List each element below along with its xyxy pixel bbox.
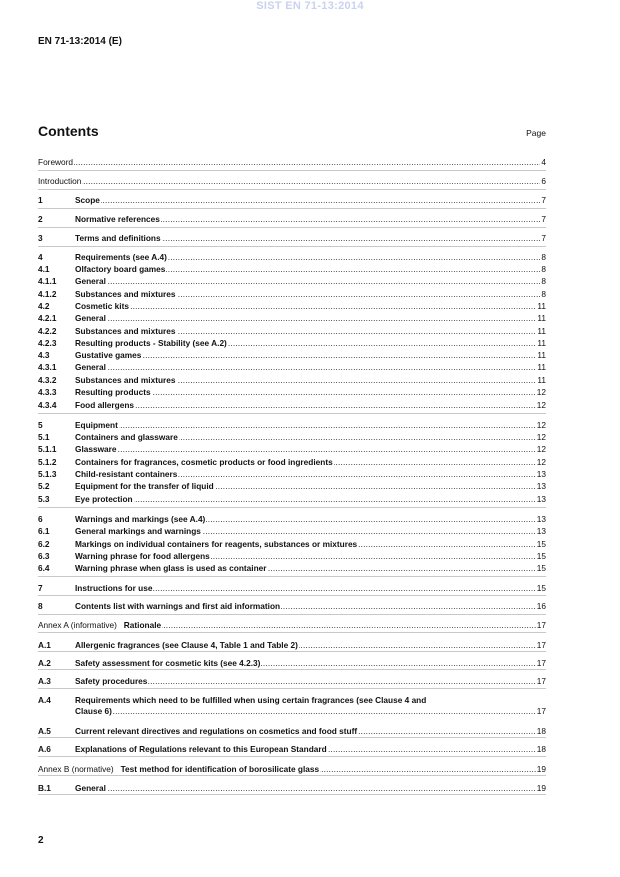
toc-entry[interactable] xyxy=(38,420,546,431)
toc-entry[interactable] xyxy=(38,526,546,537)
toc-entry-title: Markings on individual containers for reagents, substances or mixtures xyxy=(75,539,358,549)
toc-entry-title: Cosmetic kits xyxy=(75,301,129,311)
toc-entry-number: 4.1.1 xyxy=(38,276,57,286)
toc-entry-page: 13 xyxy=(536,481,546,491)
toc-entry-page: 11 xyxy=(537,313,546,323)
toc-entry-title: Containers and glassware xyxy=(75,432,178,442)
toc-entry-title: Scope xyxy=(75,195,100,205)
toc-entry-number: B.1 xyxy=(38,783,51,793)
toc-entry-number: 5.1 xyxy=(38,432,50,442)
toc-entry-title: Terms and definitions xyxy=(75,233,161,243)
divider xyxy=(38,756,546,757)
toc-entry-page: 17 xyxy=(536,676,546,686)
toc-entry[interactable] xyxy=(38,514,546,525)
toc-entry-title: Eye protection xyxy=(75,494,133,504)
toc-entry-page: 15 xyxy=(536,563,546,573)
toc-entry-title: General xyxy=(75,783,106,793)
toc-entry-page: 11 xyxy=(537,350,546,360)
toc-annex-b[interactable] xyxy=(38,764,546,775)
toc-annex-a[interactable] xyxy=(38,620,546,631)
divider xyxy=(38,651,546,652)
toc-entry-title: General markings and warnings xyxy=(75,526,201,536)
divider xyxy=(38,595,546,596)
toc-entry-title: Current relevant directives and regulations on cosmetics and food stuff xyxy=(75,726,358,736)
toc-entry-page: 13 xyxy=(536,514,546,524)
toc-entry-title: Foreword xyxy=(38,157,74,167)
a4-title-line1: Requirements which need to be fulfilled when using certain fragrances (see Clause 4 and xyxy=(75,695,427,705)
toc-entry-title: Equipment xyxy=(75,420,118,430)
page-number: 2 xyxy=(38,835,44,846)
toc-entry-page: 17 xyxy=(536,640,546,650)
toc-entry[interactable] xyxy=(38,387,546,398)
toc-entry[interactable] xyxy=(38,444,546,455)
toc-entry-number: 5.1.3 xyxy=(38,469,57,479)
toc-entry-number: 5.1.1 xyxy=(38,444,57,454)
toc-entry-page: 7 xyxy=(541,214,546,224)
toc-entry[interactable] xyxy=(38,338,546,349)
toc-entry[interactable] xyxy=(38,432,546,443)
a4-page: 17 xyxy=(536,706,546,716)
toc-entry-page: 12 xyxy=(536,400,546,410)
toc-entry-page: 8 xyxy=(541,252,546,262)
toc-entry-title: Food allergens xyxy=(75,400,135,410)
toc-entry[interactable] xyxy=(38,481,546,492)
divider xyxy=(38,170,546,171)
toc-entry-number: 4.3.2 xyxy=(38,375,57,385)
toc-entry-title: Resulting products - Stability (see A.2) xyxy=(75,338,227,348)
divider xyxy=(38,208,546,209)
toc-entry-page: 7 xyxy=(541,195,546,205)
divider xyxy=(38,189,546,190)
contents-header xyxy=(38,123,546,143)
toc-entry[interactable] xyxy=(38,601,546,612)
toc-entry-page: 12 xyxy=(536,420,546,430)
toc-entry-number: 4.2.2 xyxy=(38,326,57,336)
contents-title: Contents xyxy=(38,123,99,139)
toc-entry-number: 4.3.4 xyxy=(38,400,57,410)
toc-entry-number: A.1 xyxy=(38,640,51,650)
toc-entry-page: 12 xyxy=(536,457,546,467)
toc-entry[interactable] xyxy=(38,469,546,480)
divider xyxy=(38,775,546,776)
divider xyxy=(38,688,546,689)
annex-a-page: 17 xyxy=(536,620,546,630)
watermark: SIST EN 71-13:2014 xyxy=(256,0,364,12)
toc-entry-title: Explanations of Regulations relevant to this European Standard xyxy=(75,744,327,754)
toc-entry-page: 8 xyxy=(541,276,546,286)
toc-entry-number: 1 xyxy=(38,195,43,205)
toc-entry[interactable] xyxy=(38,252,546,263)
divider xyxy=(38,669,546,670)
toc-entry-page: 8 xyxy=(541,289,546,299)
toc-entry-number: 8 xyxy=(38,601,43,611)
a4-title-line2: Clause 6) xyxy=(75,706,112,716)
a4-number: A.4 xyxy=(38,695,51,705)
annex-b-title: Test method for identification of borosilicate glass xyxy=(120,764,320,774)
toc-entry-number: 4.2.1 xyxy=(38,313,57,323)
toc-entry[interactable] xyxy=(38,783,546,794)
toc-entry-number: 6.4 xyxy=(38,563,50,573)
toc-entry-number: 4.1 xyxy=(38,264,50,274)
toc-entry-page: 17 xyxy=(536,658,546,668)
toc-entry-number: A.5 xyxy=(38,726,51,736)
toc-entry-title: Warning phrase when glass is used as container xyxy=(75,563,267,573)
toc-entry-number: 5.1.2 xyxy=(38,457,57,467)
divider xyxy=(38,576,546,577)
toc-entry-page: 13 xyxy=(536,526,546,536)
toc-entry-number: 4.1.2 xyxy=(38,289,57,299)
toc-entry-title: Safety assessment for cosmetic kits (see 4.2.3) xyxy=(75,658,261,668)
toc-entry-page: 18 xyxy=(536,744,546,754)
toc-entry[interactable] xyxy=(38,658,546,669)
toc-entry-title: Safety procedures xyxy=(75,676,148,686)
toc-entry-number: 6 xyxy=(38,514,43,524)
toc-entry[interactable] xyxy=(38,551,546,562)
toc-entry[interactable] xyxy=(38,214,546,225)
annex-b-type: (normative) xyxy=(71,764,114,774)
toc-entry-title: Resulting products xyxy=(75,387,151,397)
toc-entry-title: General xyxy=(75,313,106,323)
toc-entry[interactable] xyxy=(38,313,546,324)
divider xyxy=(38,614,546,615)
toc-entry-title: Warnings and markings (see A.4) xyxy=(75,514,206,524)
annex-b-page: 19 xyxy=(536,764,546,774)
toc-entry-title: Contents list with warnings and first aid information xyxy=(75,601,281,611)
toc-entry[interactable] xyxy=(38,563,546,574)
toc-entry[interactable] xyxy=(38,326,546,337)
toc-entry-page: 15 xyxy=(536,583,546,593)
annex-b-label: Annex B xyxy=(38,764,70,774)
toc-entry-number: A.6 xyxy=(38,744,51,754)
toc-entry[interactable] xyxy=(38,301,546,312)
toc-entry[interactable] xyxy=(38,176,546,187)
toc-entry-title: Warning phrase for food allergens xyxy=(75,551,210,561)
toc-entry[interactable] xyxy=(38,350,546,361)
divider xyxy=(38,507,546,508)
toc-entry-title: Olfactory board games xyxy=(75,264,166,274)
document-id: EN 71-13:2014 (E) xyxy=(38,36,122,47)
toc-entry-page: 4 xyxy=(541,157,546,167)
toc-entry-title: Substances and mixtures xyxy=(75,375,176,385)
toc-entry-page: 11 xyxy=(537,326,546,336)
toc-entry-number: A.3 xyxy=(38,676,51,686)
toc-entry[interactable] xyxy=(38,494,546,505)
toc-entry-title: Normative references xyxy=(75,214,160,224)
toc-entry-title: General xyxy=(75,362,106,372)
toc-entry-page: 11 xyxy=(537,375,546,385)
toc-entry-number: 3 xyxy=(38,233,43,243)
toc-entry-page: 18 xyxy=(536,726,546,736)
toc-entry-a4[interactable] xyxy=(38,695,546,717)
toc-entry-number: A.2 xyxy=(38,658,51,668)
toc-entry-page: 19 xyxy=(536,783,546,793)
toc-entry[interactable] xyxy=(38,264,546,275)
toc-entry-number: 6.2 xyxy=(38,539,50,549)
toc-entry-page: 8 xyxy=(541,264,546,274)
toc-entry[interactable] xyxy=(38,195,546,206)
toc-entry-page: 12 xyxy=(536,432,546,442)
toc-entry-page: 11 xyxy=(537,301,546,311)
toc-entry-number: 5 xyxy=(38,420,43,430)
toc-entry-title: General xyxy=(75,276,106,286)
toc-entry-page: 11 xyxy=(537,338,546,348)
divider xyxy=(38,227,546,228)
toc-entry-title: Containers for fragrances, cosmetic products or food ingredients xyxy=(75,457,333,467)
toc-entry[interactable] xyxy=(38,362,546,373)
toc-entry-page: 13 xyxy=(536,469,546,479)
toc-entry-number: 4.2 xyxy=(38,301,50,311)
toc-entry-page: 13 xyxy=(536,494,546,504)
toc-entry[interactable] xyxy=(38,375,546,386)
toc-entry-number: 6.3 xyxy=(38,551,50,561)
toc-entry-page: 15 xyxy=(536,551,546,561)
toc-entry-title: Child-resistant containers xyxy=(75,469,178,479)
toc-entry[interactable] xyxy=(38,233,546,244)
toc-entry-title: Introduction xyxy=(38,176,82,186)
toc-entry[interactable] xyxy=(38,539,546,550)
toc-entry-title: Allergenic fragrances (see Clause 4, Table 1 and Table 2) xyxy=(75,640,298,650)
annex-a-label: Annex A xyxy=(38,620,69,630)
divider xyxy=(38,632,546,633)
toc-entry-number: 6.1 xyxy=(38,526,50,536)
toc-entry[interactable] xyxy=(38,289,546,300)
divider xyxy=(38,737,546,738)
toc-entry[interactable] xyxy=(38,157,546,168)
toc-entry-number: 5.3 xyxy=(38,494,50,504)
toc-entry-title: Substances and mixtures xyxy=(75,289,176,299)
toc-entry[interactable] xyxy=(38,583,546,594)
toc-entry[interactable] xyxy=(38,400,546,411)
toc-entry-page: 6 xyxy=(541,176,546,186)
divider xyxy=(38,413,546,414)
toc-entry[interactable] xyxy=(38,457,546,468)
toc-entry-number: 4 xyxy=(38,252,43,262)
toc-entry-title: Substances and mixtures xyxy=(75,326,176,336)
toc-entry-number: 5.2 xyxy=(38,481,50,491)
divider xyxy=(38,246,546,247)
toc-entry-title: Instructions for use xyxy=(75,583,153,593)
toc-entry-page: 16 xyxy=(536,601,546,611)
annex-a-type: (informative) xyxy=(70,620,117,630)
toc-entry-number: 2 xyxy=(38,214,43,224)
toc-entry-title: Equipment for the transfer of liquid xyxy=(75,481,214,491)
toc-entry[interactable] xyxy=(38,276,546,287)
page-column-label: Page xyxy=(526,128,546,138)
toc-entry-number: 4.3.3 xyxy=(38,387,57,397)
toc-entry-page: 7 xyxy=(541,233,546,243)
toc-entry-page: 11 xyxy=(537,362,546,372)
divider xyxy=(38,794,546,795)
toc-entry-page: 12 xyxy=(536,387,546,397)
toc-entry-number: 4.3.1 xyxy=(38,362,57,372)
toc-entry[interactable] xyxy=(38,744,546,755)
toc-entry[interactable] xyxy=(38,726,546,737)
toc-entry-title: Glassware xyxy=(75,444,117,454)
toc-entry-title: Gustative games xyxy=(75,350,142,360)
toc-entry-number: 4.3 xyxy=(38,350,50,360)
toc-entry-page: 12 xyxy=(536,444,546,454)
toc-entry[interactable] xyxy=(38,640,546,651)
toc-entry-number: 7 xyxy=(38,583,43,593)
toc-entry-page: 15 xyxy=(536,539,546,549)
annex-a-title: Rationale xyxy=(123,620,162,630)
toc-entry-title: Requirements (see A.4) xyxy=(75,252,167,262)
toc-entry[interactable] xyxy=(38,676,546,687)
toc-entry-number: 4.2.3 xyxy=(38,338,57,348)
